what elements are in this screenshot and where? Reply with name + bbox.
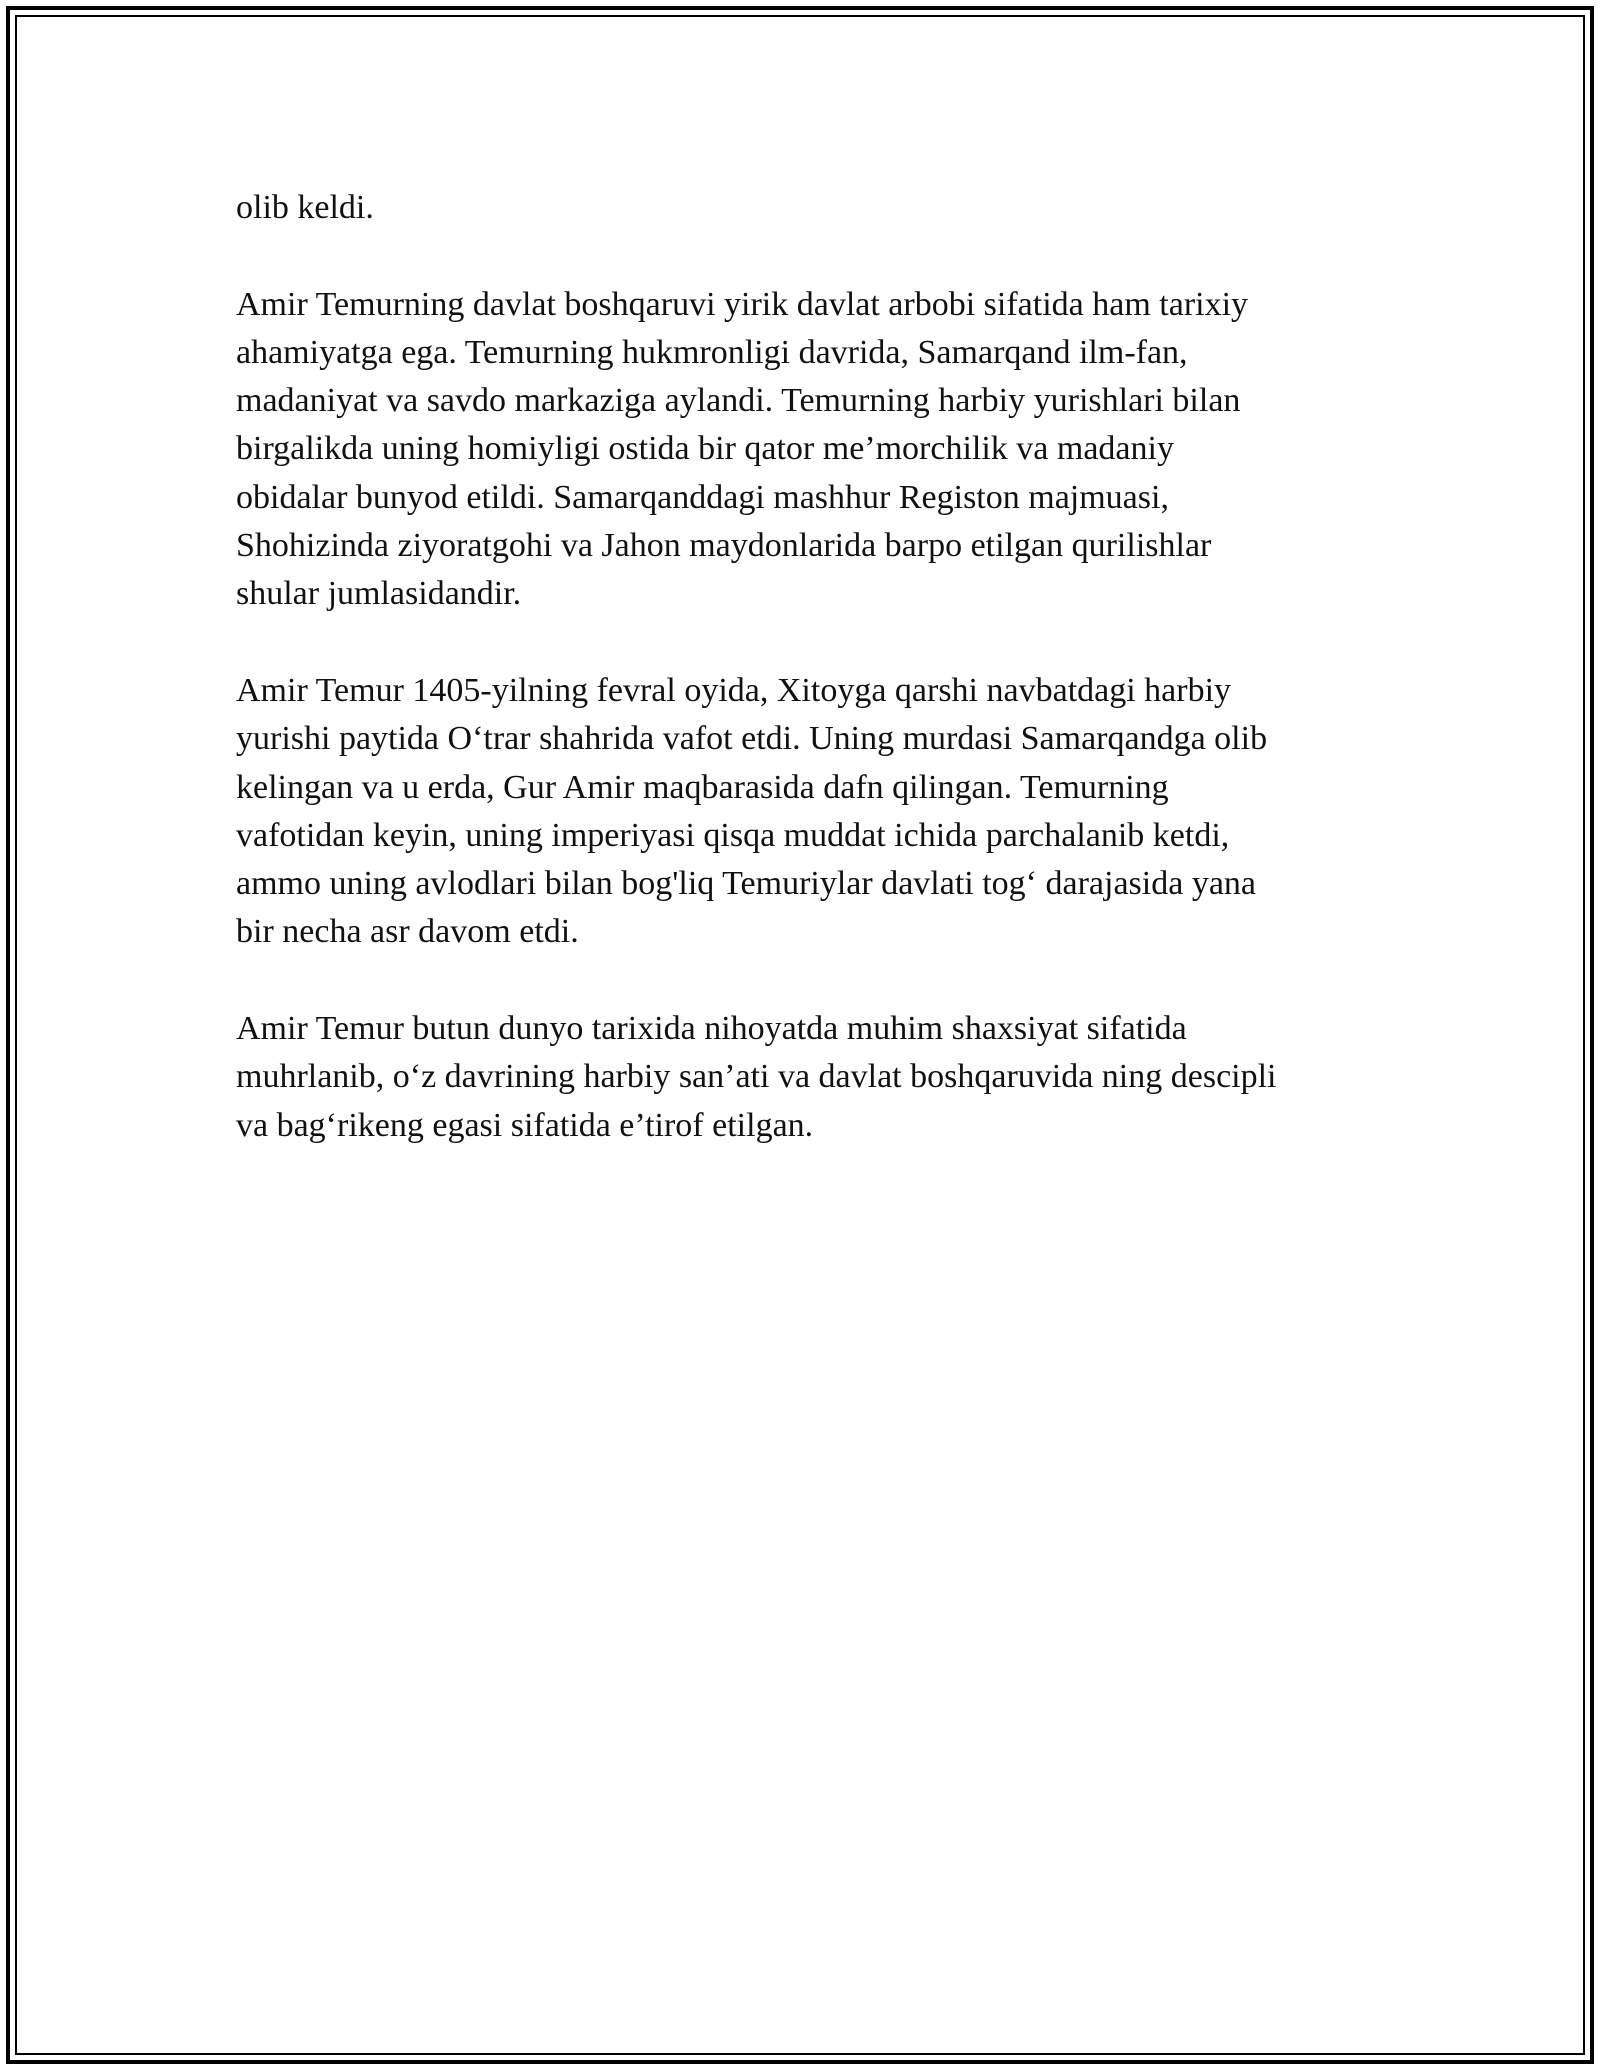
paragraph-3 (236, 667, 1386, 957)
text-line: yurishi paytida O‘trar shahrida vafot etdi. Uning murdasi Samarqandga olib (236, 720, 1268, 758)
paragraph-1 (236, 184, 1386, 232)
text-line: Amir Temur 1405-yilning fevral oyida, Xitoyga qarshi navbatdagi harbiy (236, 671, 1232, 709)
text-line: kelingan va u erda, Gur Amir maqbarasida dafn qilingan. Temurning (236, 768, 1169, 806)
text-line: birgalikda uning homiyligi ostida bir qator me’morchilik va madaniy (236, 430, 1174, 468)
text-line: Shohizinda ziyoratgohi va Jahon maydonlarida barpo etilgan qurilishlar (236, 527, 1212, 565)
paragraph-4 (236, 1005, 1386, 1150)
document-body (236, 184, 1386, 1198)
text-line: va bag‘rikeng egasi sifatida e’tirof etilgan. (236, 1106, 814, 1144)
text-line: obidalar bunyod etildi. Samarqanddagi mashhur Registon majmuasi, (236, 478, 1169, 516)
text-line: ammo uning avlodlari bilan bog'liq Temuriylar davlati tog‘ darajasida yana (236, 865, 1256, 903)
text-line: muhrlanib, o‘z davrining harbiy san’ati va davlat boshqaruvida ning descipli (236, 1058, 1277, 1096)
text-line: Amir Temurning davlat boshqaruvi yirik davlat arbobi sifatida ham tarixiy (236, 285, 1249, 323)
text-line: bir necha asr davom etdi. (236, 913, 579, 951)
text-line: ahamiyatga ega. Temurning hukmronligi davrida, Samarqand ilm-fan, (236, 333, 1188, 371)
text-line: olib keldi. (236, 189, 374, 226)
text-line: shular jumlasidandir. (236, 575, 522, 613)
paragraph-2 (236, 281, 1386, 619)
text-line: vafotidan keyin, uning imperiyasi qisqa muddat ichida parchalanib ketdi, (236, 816, 1230, 854)
text-line: Amir Temur butun dunyo tarixida nihoyatda muhim shaxsiyat sifatida (236, 1010, 1187, 1048)
text-line: madaniyat va savdo markaziga aylandi. Temurning harbiy yurishlari bilan (236, 382, 1241, 420)
